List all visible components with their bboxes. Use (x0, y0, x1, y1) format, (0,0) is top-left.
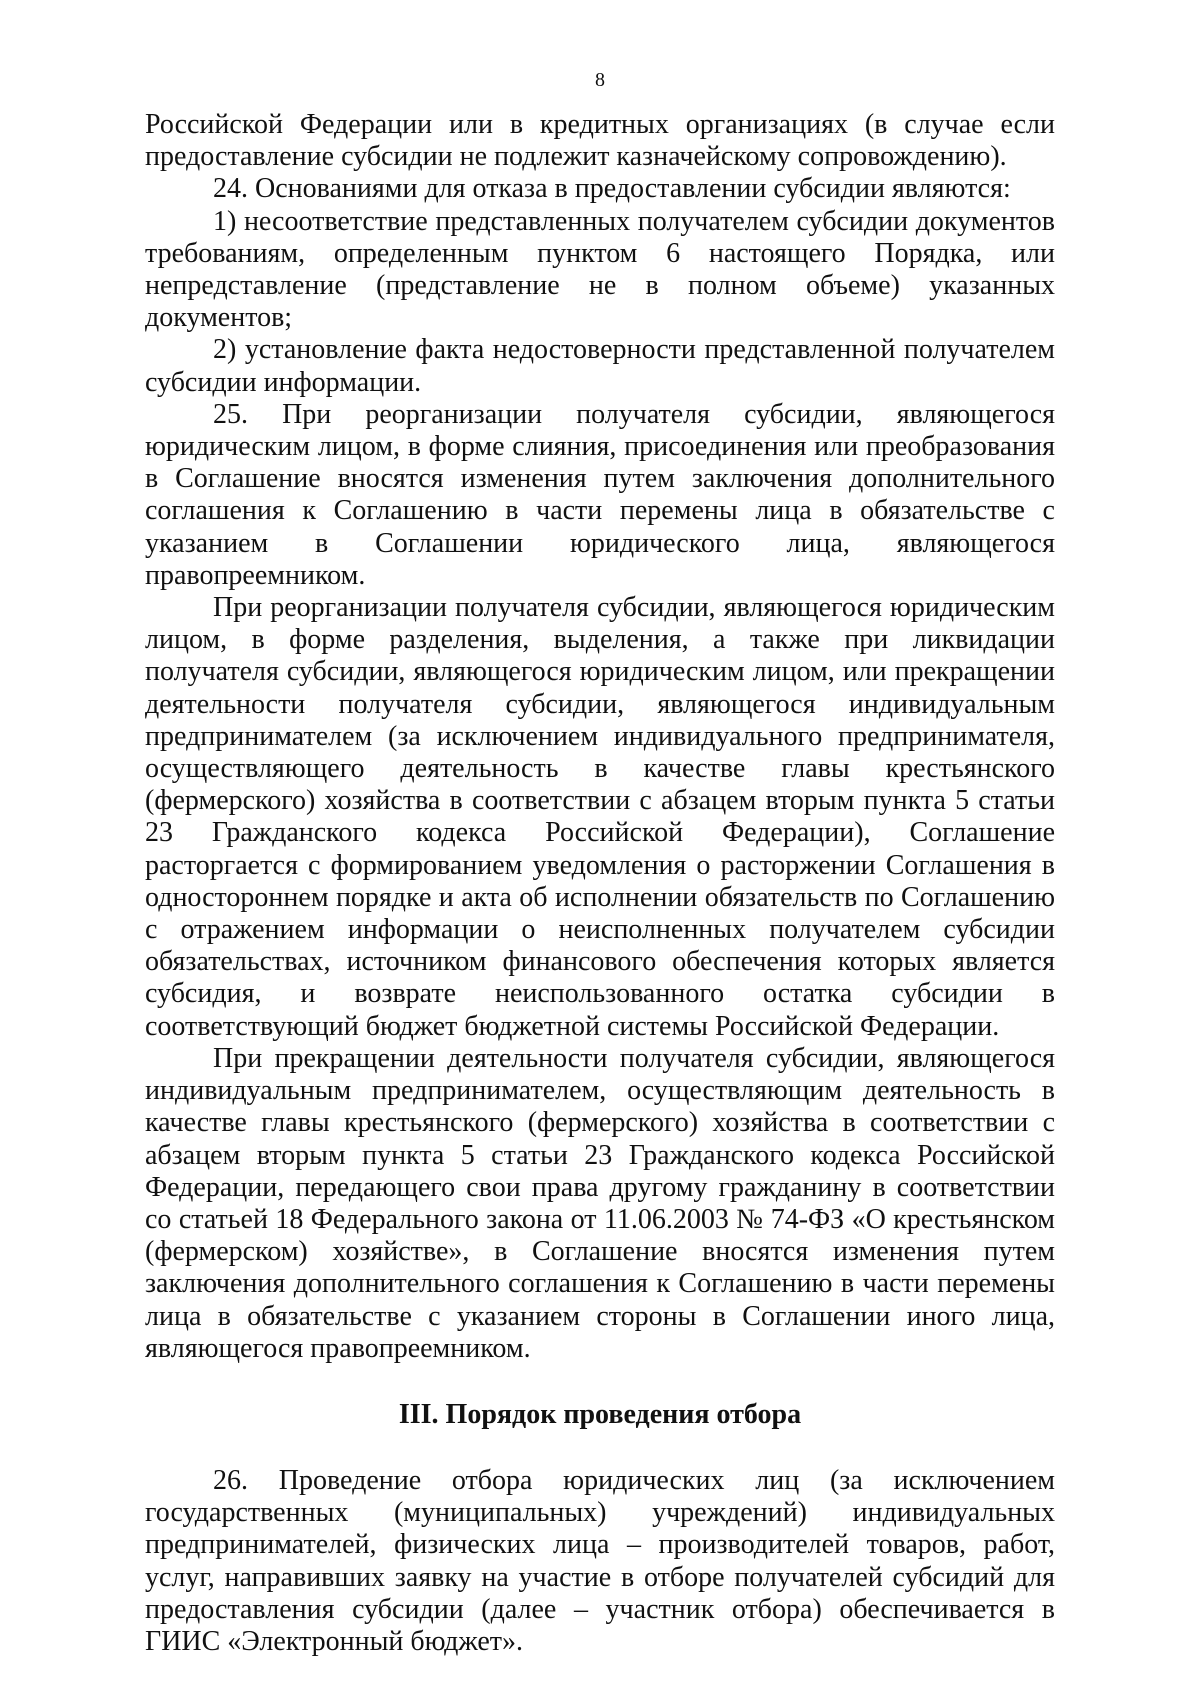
paragraph-reorganization: При реорганизации получателя субсидии, являющегося юридическим лицом, в форме разделения, выделения, а также при ликвидации получателя субсидии, являющегося юридическим лицом, или прекращении деятельности получателя субсидии, являющегося индивидуальным предпринимателем (за исключением индивидуального предпринимателя, осуществляющего деятельность в качестве главы крестьянского (фермерского) хозяйства в соответствии с абзацем вторым пункта 5 статьи 23 Гражданского кодекса Российской Федерации), Соглашение расторгается с формированием уведомления о расторжении Соглашения в одностороннем порядке и акта об исполнении обязательств по Соглашению с отражением информации о неисполненных получателем субсидии обязательствах, источником финансового обеспечения которых является субсидия, и возврате неиспользованного остатка субсидии в соответствующий бюджет бюджетной системы Российской Федерации. (145, 592, 1055, 1042)
paragraph-item-26: 26. Проведение отбора юридических лиц (за исключением государственных (муниципальных) учреждений) индивидуальных предпринимателей, физических лица – производителей товаров, работ, услуг, направивших заявку на участие в отборе получателей субсидий для предоставления субсидии (далее – участник отбора) обеспечивается в ГИИС «Электронный бюджет». (145, 1464, 1055, 1657)
section-heading: III. Порядок проведения отбора (398, 1398, 802, 1430)
page-number: 8 (595, 69, 605, 91)
paragraph-subitem-2: 2) установление факта недостоверности представленной получателем субсидии информации. (145, 334, 1055, 398)
paragraph-subitem-1: 1) несоответствие представленных получателем субсидии документов требованиям, определенным пунктом 6 настоящего Порядка, или непредставление (представление не в полном объеме) указанных документов; (145, 205, 1055, 334)
document-body (145, 109, 1055, 1658)
paragraph-continuation: Российской Федерации или в кредитных организациях (в случае если предоставление субсидии не подлежит казначейскому сопровождению). (145, 109, 1055, 173)
paragraph-termination: При прекращении деятельности получателя субсидии, являющегося индивидуальным предпринимателем, осуществляющим деятельность в качестве главы крестьянского (фермерского) хозяйства в соответствии с абзацем вторым пункта 5 статьи 23 Гражданского кодекса Российской Федерации, передающего свои права другому гражданину в соответствии со статьей 18 Федерального закона от 11.06.2003 № 74-ФЗ «О крестьянском (фермерском) хозяйстве», в Соглашение вносятся изменения путем заключения дополнительного соглашения к Соглашению в части перемены лица в обязательстве с указанием стороны в Соглашении иного лица, являющегося правопреемником. (145, 1042, 1055, 1364)
paragraph-item-25: 25. При реорганизации получателя субсидии, являющегося юридическим лицом, в форме слияния, присоединения или преобразования в Соглашение вносятся изменения путем заключения дополнительного соглашения к Соглашению в части перемены лица в обязательстве с указанием в Соглашении юридического лица, являющегося правопреемником. (145, 398, 1055, 591)
paragraph-item-24: 24. Основаниями для отказа в предоставлении субсидии являются: (213, 173, 1011, 205)
